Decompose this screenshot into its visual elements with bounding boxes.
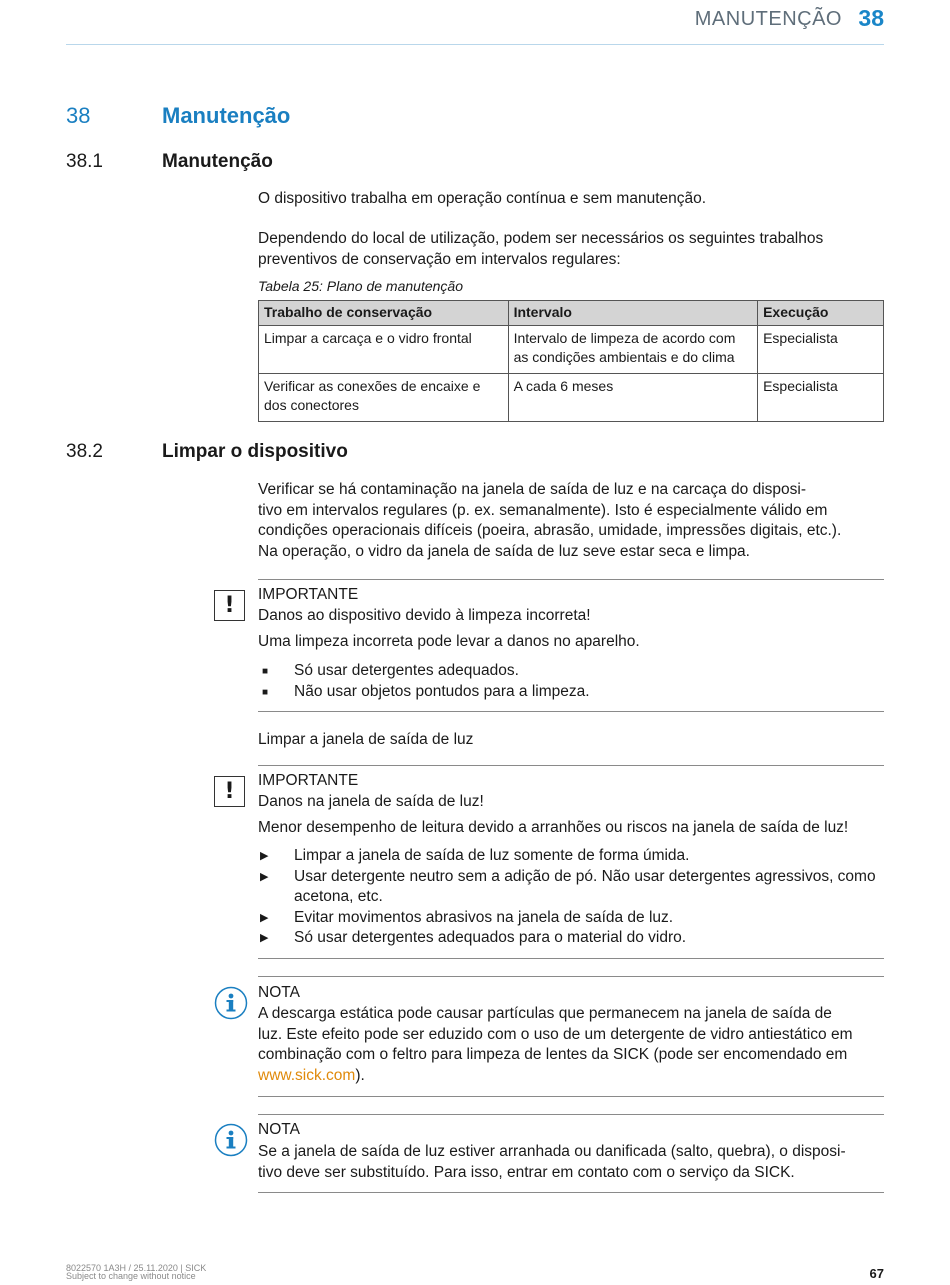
note-line: tivo deve ser substituído. Para isso, entrar em contato com o serviço da SICK. — [258, 1163, 795, 1181]
subheading: Limpar a janela de saída de luz — [258, 731, 474, 748]
chapter-number: 38 — [66, 103, 91, 128]
chapter-title: Manutenção — [162, 103, 291, 128]
list-item: ▶ Evitar movimentos abrasivos na janela de saída de luz. — [260, 908, 674, 926]
maintenance-table — [258, 300, 884, 422]
footer-meta — [66, 1264, 206, 1280]
exclamation-box-icon: ! — [214, 776, 245, 807]
paragraph-line: Na operação, o vidro da janela de saída de luz seve estar seca e limpa. — [258, 542, 750, 560]
footer-notice: Subject to change without notice — [66, 1271, 196, 1281]
paragraph-line: Dependendo do local de utilização, podem ser necessários os seguintes trabalhos — [258, 230, 824, 247]
table-cell: Especialista — [758, 326, 884, 374]
important-label: IMPORTANTE — [258, 586, 359, 603]
table-cell: Verificar as conexões de encaixe e dos conectores — [259, 374, 509, 422]
table-cell: Especialista — [758, 374, 884, 422]
table-row — [259, 374, 884, 422]
note-line: www.sick.com). — [258, 1066, 365, 1084]
notice-rule-top — [258, 765, 884, 766]
important-text: Menor desempenho de leitura devido a arranhões ou riscos na janela de saída de luz! — [258, 819, 849, 836]
note-line: A descarga estática pode causar partículas que permanecem na janela de saída de — [258, 1005, 832, 1022]
important-text: Uma limpeza incorreta pode levar a danos no aparelho. — [258, 633, 640, 650]
paragraph — [258, 229, 884, 270]
note-line: combinação com o feltro para limpeza de lentes da SICK (pode ser encomendado em — [258, 1046, 848, 1063]
note-line: Se a janela de saída de luz estiver arranhada ou danificada (salto, quebra), o disposi- — [258, 1143, 846, 1160]
note-rule-top — [258, 1114, 884, 1115]
note-text — [258, 1142, 884, 1183]
list-item: ▶ Só usar detergentes adequados para o material do vidro. — [260, 929, 687, 946]
note-text — [258, 1004, 884, 1086]
important-subtitle: Danos ao dispositivo devido à limpeza incorreta! — [258, 607, 591, 624]
section-number: 38.2 — [66, 441, 103, 462]
list-item: ■ Só usar detergentes adequados. — [262, 662, 519, 679]
important-label: IMPORTANTE — [258, 772, 359, 789]
table-cell: Limpar a carcaça e o vidro frontal — [259, 326, 509, 374]
important-subtitle: Danos na janela de saída de luz! — [258, 793, 484, 810]
note-rule-top — [258, 976, 884, 977]
footer-docid: 8022570 1A3H / 25.11.2020 | SICK — [66, 1263, 207, 1273]
section-number: 38.1 — [66, 151, 103, 172]
sick-website-link[interactable]: www.sick.com — [258, 1066, 356, 1084]
note-label: NOTA — [258, 1121, 300, 1138]
info-circle-icon — [214, 1123, 248, 1157]
bullet-list — [258, 661, 884, 702]
list-item: ▶ Usar detergente neutro sem a adição de pó. Não usar detergentes agressivos, como acetona, etc. — [260, 867, 876, 905]
table-header-cell: Trabalho de conservação — [259, 301, 509, 326]
paragraph-line: condições operacionais difíceis (poeira, abrasão, umidade, impressões digitais, etc.). — [258, 522, 842, 539]
exclamation-box-icon: ! — [214, 590, 245, 621]
info-circle-icon — [214, 986, 248, 1020]
note-rule-bottom — [258, 1096, 884, 1097]
table-caption: Tabela 25: Plano de manutenção — [258, 278, 463, 294]
notice-rule-bottom — [258, 958, 884, 959]
running-header-chapter: 38 — [858, 5, 884, 31]
table-header-cell: Execução — [758, 301, 884, 326]
paragraph-line: tivo em intervalos regulares (p. ex. semanalmente). Isto é especialmente válido em — [258, 501, 828, 519]
step-list — [258, 846, 884, 949]
note-rule-bottom — [258, 1192, 884, 1193]
note-label: NOTA — [258, 984, 300, 1001]
notice-rule-bottom — [258, 711, 884, 712]
note-line: luz. Este efeito pode ser eduzido com o uso de um detergente de vidro antiestático em — [258, 1025, 853, 1043]
section-title: Manutenção — [162, 151, 273, 172]
paragraph — [258, 480, 884, 562]
table-cell: A cada 6 meses — [508, 374, 758, 422]
table-header-cell: Intervalo — [508, 301, 758, 326]
section-title: Limpar o dispositivo — [162, 441, 348, 462]
table-cell: Intervalo de limpeza de acordo com as condições ambientais e do clima — [508, 326, 758, 374]
table-header-row — [259, 301, 884, 326]
table-row — [259, 326, 884, 374]
paragraph-line: preventivos de conservação em intervalos regulares: — [258, 250, 621, 268]
header-divider — [66, 44, 884, 45]
list-item: ■ Não usar objetos pontudos para a limpeza. — [262, 682, 590, 700]
notice-rule-top — [258, 579, 884, 580]
paragraph-line: Verificar se há contaminação na janela de saída de luz e na carcaça do disposi- — [258, 481, 807, 498]
paragraph: O dispositivo trabalha em operação contínua e sem manutenção. — [258, 190, 707, 207]
page-number: 67 — [869, 1266, 884, 1281]
list-item: ▶ Limpar a janela de saída de luz somente de forma úmida. — [260, 847, 690, 864]
running-header-title: MANUTENÇÃO — [694, 8, 842, 30]
